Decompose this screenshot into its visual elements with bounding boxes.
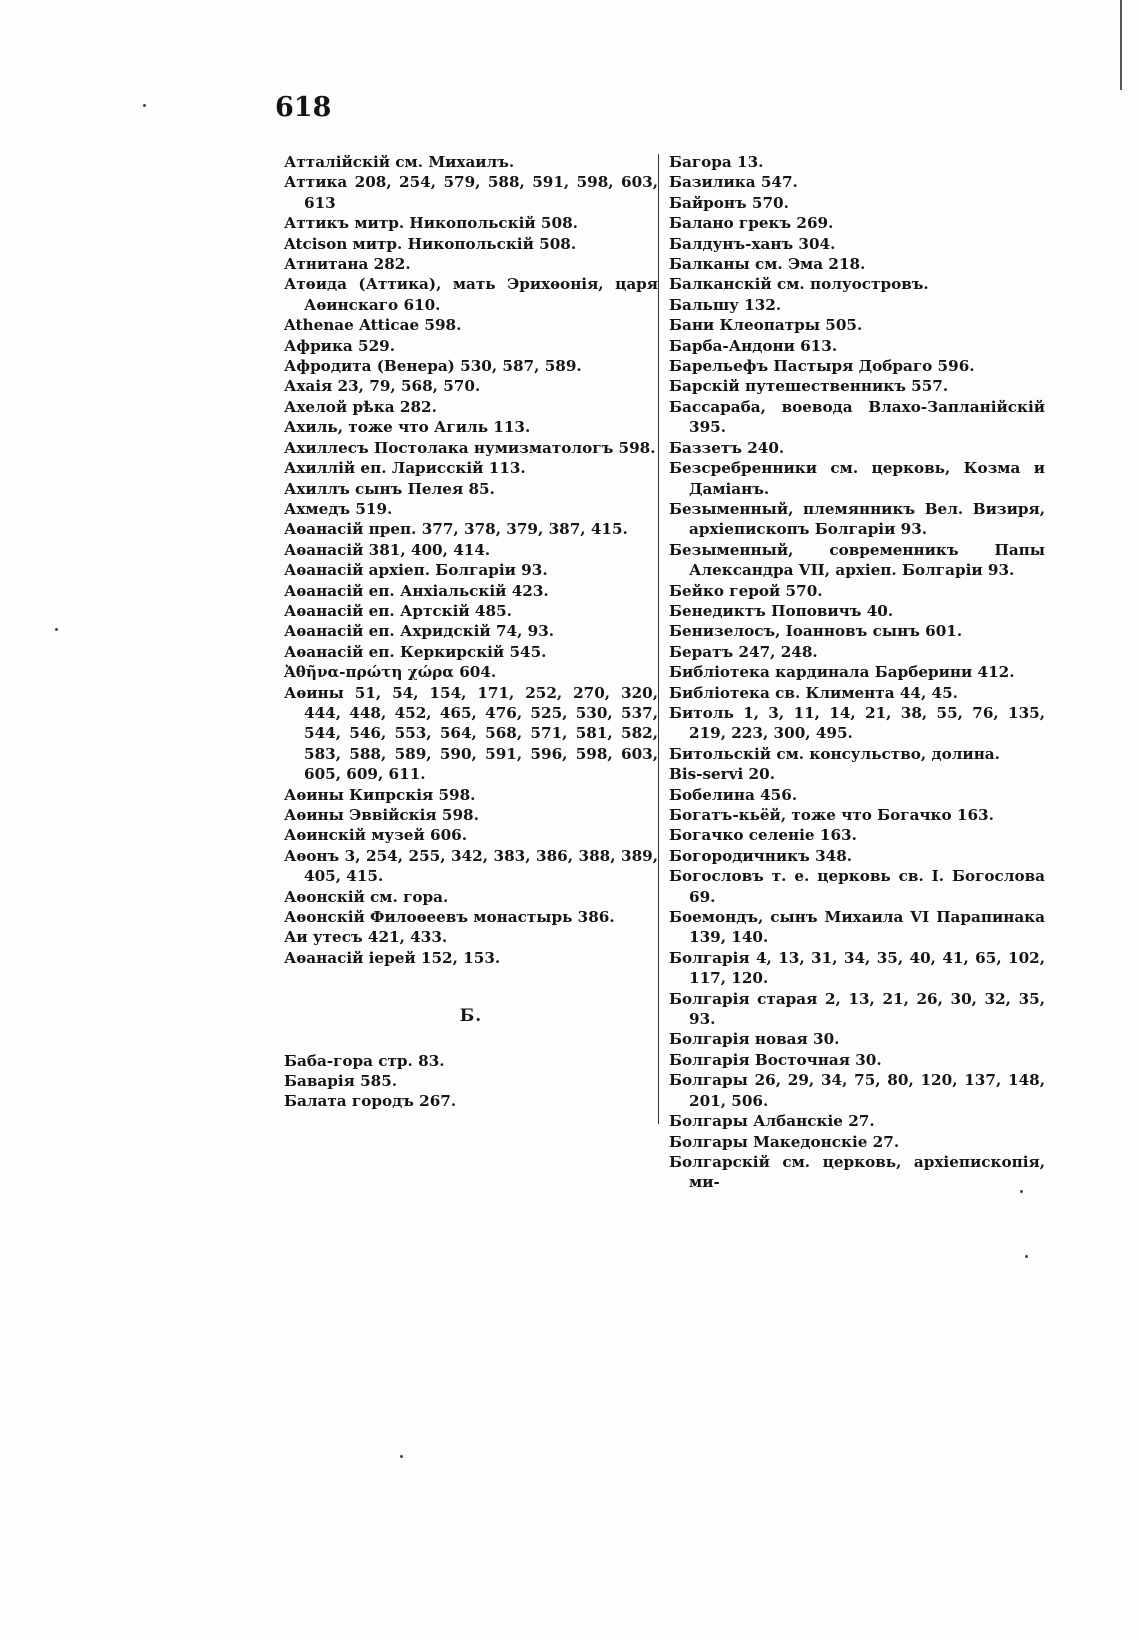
index-entry: Байронъ 570. [669, 193, 789, 212]
index-entry: Балдунъ-ханъ 304. [669, 234, 836, 253]
index-entry: Ахаія 23, 79, 568, 570. [284, 377, 481, 396]
index-entry: Безсребренники см. церковь, Козма и Даміанъ. [669, 459, 1045, 498]
index-entry: Аттикъ митр. Никопольскій 508. [284, 214, 578, 233]
index-entry: Битольскій см. консульство, долина. [669, 744, 1000, 763]
index-entry: Бобелина 456. [669, 785, 798, 804]
scan-speck [400, 1455, 403, 1458]
index-entry: Ахелой рѣка 282. [284, 397, 437, 416]
index-entry: Bis-servi 20. [669, 765, 775, 784]
index-entry: Богатъ-кьёй, тоже что Богачко 163. [669, 806, 994, 824]
index-entry: Аѳанасій архіеп. Болгаріи 93. [284, 561, 548, 580]
index-entry: Барба-Андони 613. [669, 336, 838, 355]
index-entry: Ахмедъ 519. [284, 499, 393, 518]
index-entry: Базилика 547. [669, 173, 798, 192]
index-entry: Безыменный, современникъ Папы Александра VII, архіеп. Болгаріи 93. [669, 540, 1045, 580]
index-entry: Безыменный, племянникъ Вел. Визиря, архіепископъ Болгаріи 93. [669, 499, 1045, 539]
index-entry: Аѳанасій еп. Артскій 485. [284, 601, 512, 620]
scan-speck [1020, 1190, 1023, 1193]
index-entry: Баварія 585. [284, 1072, 398, 1091]
index-entry: Аѳанасій еп. Анхіальскій 423. [284, 581, 549, 600]
scan-speck [143, 104, 146, 107]
index-entry: Болгары Албанскіе 27. [669, 1112, 875, 1131]
index-entry: Бератъ 247, 248. [669, 642, 818, 661]
index-entry: Балата городъ 267. [284, 1092, 457, 1111]
index-entry: Аѳонъ 3, 254, 255, 342, 383, 386, 388, 389, 405, 415. [284, 846, 658, 886]
index-entry: Аѳинскій музей 606. [284, 826, 468, 845]
index-entry: Барельефъ Пастыря Добраго 596. [669, 357, 975, 376]
index-entry: Библіотека кардинала Барберини 412. [669, 663, 1015, 682]
index-entry: Богородичникъ 348. [669, 846, 853, 865]
index-entry: Ахиль, тоже что Агиль 113. [284, 418, 531, 437]
index-entry: Аѳанасій преп. 377, 378, 379, 387, 415. [284, 520, 628, 539]
index-entry: Африка 529. [284, 336, 396, 355]
index-entry: Афродита (Венера) 530, 587, 589. [284, 357, 582, 376]
index-entry: Атталійскій см. Михаилъ. [284, 153, 515, 171]
index-entry: Бейко герой 570. [669, 581, 823, 600]
index-entry: Болгарскій см. церковь, архіепископія, ми- [669, 1152, 1045, 1192]
index-entry: Баба-гора стр. 83. [284, 1051, 445, 1070]
index-entry: Бани Клеопатры 505. [669, 316, 863, 335]
index-entry: Бенедиктъ Поповичъ 40. [669, 601, 894, 620]
column-divider [658, 154, 659, 1124]
index-entry: Балканы см. Эма 218. [669, 255, 866, 274]
index-entry: Атѳида (Аттика), мать Эрихѳонія, царя Аѳинскаго 610. [284, 275, 658, 314]
index-entry: Аѳанасій 381, 400, 414. [284, 540, 491, 559]
index-entry: Болгары Македонскіе 27. [669, 1132, 900, 1151]
index-entry: Бальшу 132. [669, 295, 782, 314]
index-entry: Барскій путешественникъ 557. [669, 377, 949, 396]
index-entry: Болгары 26, 29, 34, 75, 80, 120, 137, 148, 201, 506. [669, 1071, 1045, 1110]
index-entry: Аѳанасій еп. Керкирскій 545. [284, 642, 547, 661]
index-entry: Болгарія Восточная 30. [669, 1050, 882, 1069]
index-entry: Аѳанасій іерей 152, 153. [284, 948, 501, 967]
index-entry: Богословъ т. е. церковь св. І. Богослова 69. [669, 867, 1045, 906]
scan-edge-line [1120, 0, 1122, 90]
index-column-right [669, 152, 1045, 1193]
index-entry: Балканскій см. полуостровъ. [669, 275, 929, 294]
index-entry: Болгарія новая 30. [669, 1030, 840, 1049]
index-entry: Балано грекъ 269. [669, 214, 834, 233]
index-entry: Болгарія старая 2, 13, 21, 26, 30, 32, 35, 93. [669, 989, 1045, 1029]
index-entry: Ахиллесъ Постолака нумизматологъ 598. [284, 438, 656, 457]
index-entries-b [284, 1051, 658, 1112]
index-entry: Аѳины Эввійскія 598. [284, 806, 479, 824]
page-number: 618 [275, 92, 332, 123]
index-entry: Athenae Atticae 598. [284, 316, 462, 335]
index-entry: Аѳины Кипрскія 598. [284, 785, 476, 804]
index-entry: Аѳины 51, 54, 154, 171, 252, 270, 320, 444, 448, 452, 465, 476, 525, 530, 537, 544, 546, 553, 564, 568, 571, 581, 582, 583, 588, 589, 590, 591, 596, 598, 603, 605, 609, 611. [284, 683, 658, 784]
index-entry: Аѳанасій еп. Ахридскій 74, 93. [284, 622, 555, 641]
index-column-left [284, 152, 658, 1112]
index-entry: Битоль 1, 3, 11, 14, 21, 38, 55, 76, 135, 219, 223, 300, 495. [669, 703, 1045, 743]
index-entry: Болгарія 4, 13, 31, 34, 35, 40, 41, 65, 102, 117, 120. [669, 948, 1045, 988]
index-entry: Аѳонскій см. гора. [284, 887, 449, 906]
index-entries-right [669, 152, 1045, 1193]
index-entry: Ἀθῆνα-πρώτη χώρα 604. [284, 663, 497, 682]
index-entry: Бассараба, воевода Влахо-Запланійскій 395. [669, 397, 1045, 437]
scan-speck [1025, 1255, 1028, 1258]
index-entry: Аттика 208, 254, 579, 588, 591, 598, 603, 613 [284, 173, 658, 212]
index-entry: Баззетъ 240. [669, 438, 785, 457]
index-entry: Atcison митр. Никопольскій 508. [284, 234, 577, 253]
index-entry: Аи утесъ 421, 433. [284, 928, 448, 947]
index-entry: Боемондъ, сынъ Михаила VI Парапинака 139, 140. [669, 908, 1045, 947]
scan-speck [55, 628, 58, 631]
index-entry: Бенизелосъ, Іоанновъ сынъ 601. [669, 622, 963, 641]
index-entry: Ахиллъ сынъ Пелея 85. [284, 479, 495, 498]
section-letter: Б. [459, 1006, 483, 1027]
index-entry: Багора 13. [669, 153, 764, 171]
index-entry: Ахиллій еп. Ларисскій 113. [284, 459, 526, 478]
index-entry: Аѳонскій Филоѳеевъ монастырь 386. [284, 908, 615, 927]
index-entry: Атнитана 282. [284, 255, 411, 274]
index-entry: Богачко селеніе 163. [669, 826, 857, 845]
index-entry: Библіотека св. Климента 44, 45. [669, 683, 958, 702]
index-entries-a [284, 152, 658, 968]
